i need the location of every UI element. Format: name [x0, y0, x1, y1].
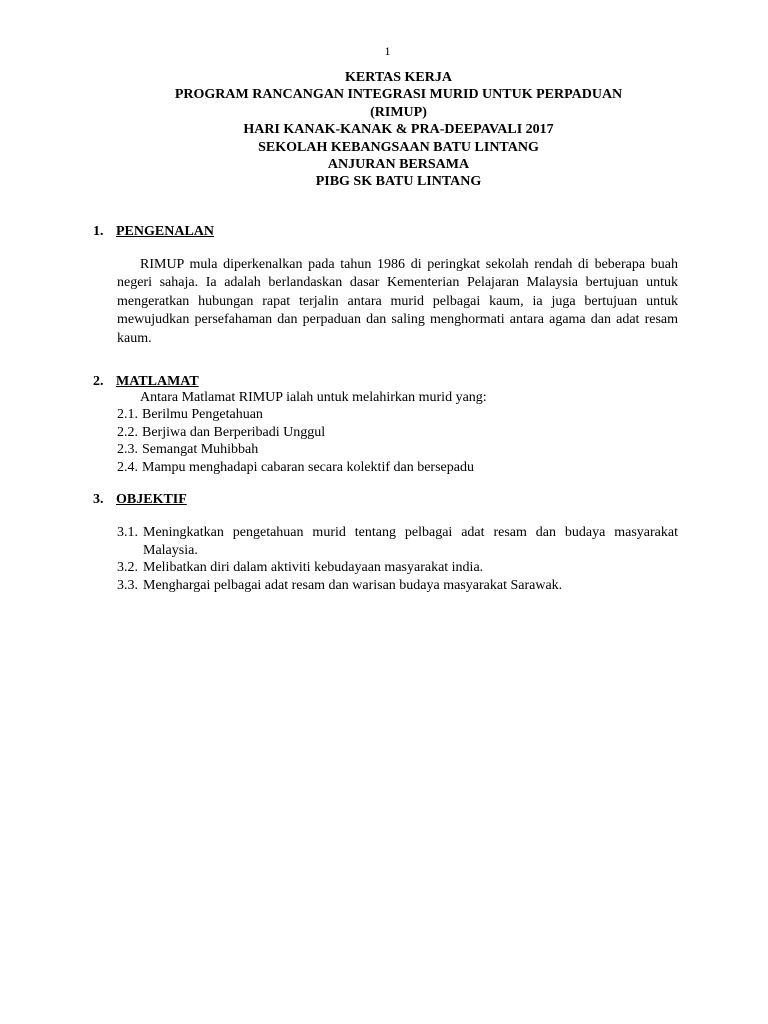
item-number: 2.2. [117, 424, 138, 440]
item-number: 3.1. [117, 525, 138, 540]
list-item [117, 559, 678, 577]
title-line: HARI KANAK-KANAK & PRA-DEEPAVALI 2017 [243, 122, 554, 138]
section-title: OBJEKTIF [116, 492, 187, 507]
section-heading-objektif [93, 491, 187, 508]
page-number: 1 [384, 44, 391, 58]
section-title: PENGENALAN [116, 224, 215, 239]
title-line: KERTAS KERJA [345, 70, 452, 85]
item-number: 2.1. [117, 407, 138, 422]
item-text: Berjiwa dan Berperibadi Unggul [142, 424, 326, 440]
item-text: Meningkatkan pengetahuan murid tentang pelbagai adat resam dan budaya masyarakat Malaysia. [143, 525, 678, 558]
title-line: ANJURAN BERSAMA [327, 157, 470, 173]
section-number: 3. [93, 492, 104, 507]
title-line: PIBG SK BATU LINTANG [315, 174, 482, 190]
section-heading-pengenalan [93, 223, 214, 240]
list-item [117, 424, 474, 442]
objektif-list [117, 524, 678, 594]
list-item [117, 459, 474, 477]
item-number: 2.3. [117, 442, 138, 457]
pengenalan-paragraph: RIMUP mula diperkenalkan pada tahun 1986 di peringkat sekolah rendah di beberapa buah negeri sahaja. Ia adalah berlandaskan dasar Kementerian Pelajaran Malaysia bertujuan untuk mengeratkan hubungan rapat terjalin antara murid pelbagai kaum, ia juga bertujuan untuk mewujudkan persefahaman dan perpaduan dan saling menghormati antara agama dan adat resam kaum. [117, 257, 678, 346]
matlamat-lead: Antara Matlamat RIMUP ialah untuk melahirkan murid yang: [140, 390, 487, 405]
section-heading-matlamat [93, 373, 199, 390]
item-number: 3.3. [117, 577, 138, 593]
item-number: 3.2. [117, 560, 138, 575]
document-title [0, 69, 768, 191]
list-item [117, 406, 474, 424]
item-text: Mampu menghadapi cabaran secara kolektif dan bersepadu [142, 459, 474, 475]
matlamat-list [117, 406, 474, 476]
item-text: Berilmu Pengetahuan [142, 407, 263, 422]
item-text: Melibatkan diri dalam aktiviti kebudayaan masyarakat india. [143, 560, 484, 575]
list-item [117, 441, 474, 459]
section-title: MATLAMAT [116, 374, 199, 389]
title-line: SEKOLAH KEBANGSAAN BATU LINTANG [258, 139, 539, 155]
section-number: 2. [93, 374, 104, 389]
item-text: Semangat Muhibbah [142, 442, 259, 457]
section-number: 1. [93, 224, 104, 239]
title-line: (RIMUP) [370, 104, 427, 120]
list-item [117, 524, 678, 559]
list-item [117, 577, 678, 595]
title-line: PROGRAM RANCANGAN INTEGRASI MURID UNTUK PERPADUAN [174, 87, 623, 103]
item-text: Menghargai pelbagai adat resam dan warisan budaya masyarakat Sarawak. [143, 577, 563, 593]
item-number: 2.4. [117, 459, 138, 475]
